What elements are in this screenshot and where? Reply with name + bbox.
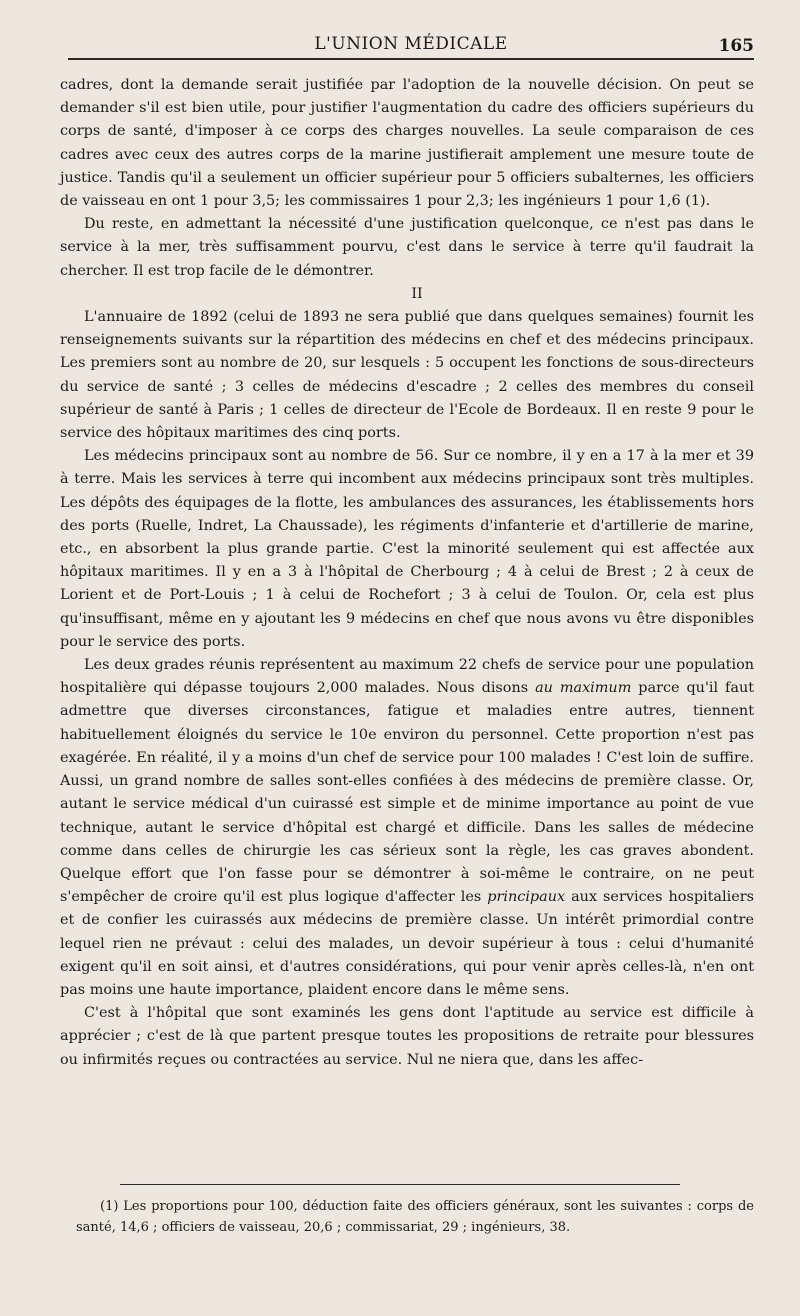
- footnote: (1) Les proportions pour 100, déduction faite des officiers généraux, sont les suivantes : corps de santé, 14,6 ; officiers de vaisseau, 20,6 ; commissariat, 29 ; ingénieurs, 38.: [76, 1199, 754, 1235]
- footnote-separator: [120, 1184, 680, 1185]
- paragraph: Les médecins principaux sont au nombre de 56. Sur ce nombre, il y en a 17 à la mer et 39 à terre. Mais les services à terre qui incombent aux médecins principaux sont très multiples. Les dépôts des équipages de la flotte, les ambulances des assurances, les établissements hors des ports (Ruelle, Indret, La Chaussade), les régiments d'infanterie et d'artillerie de marine, etc., en absorbent la plus grande partie. C'est la minorité seulement qui est affectée aux hôpitaux maritimes. Il y en a 3 à l'hôpital de Cherbourg ; 4 à celui de Brest ; 2 à ceux de Lorient et de Port-Louis ; 1 à celui de Rochefort ; 3 à celui de Toulon. Or, cela est plus qu'insuffisant, même en y ajoutant les 9 médecins en chef que nous avons vu être disponibles pour le service des ports.: [60, 448, 754, 650]
- paragraph: cadres, dont la demande serait justifiée par l'adoption de la nouvelle décision. On peut se demander s'il est bien utile, pour justifier l'augmentation du cadre des officiers supérieurs du corps de santé, d'imposer à ce corps des charges nouvelles. La seule comparaison de ces cadres avec ceux des autres corps de la marine justifierait amplement une mesure toute de justice. Tandis qu'il a seulement un officier supérieur pour 5 officiers subalternes, les officiers de vaisseau en ont 1 pour 3,5; les commissaires 1 pour 2,3; les ingénieurs 1 pour 1,6 (1).: [60, 77, 754, 210]
- emphasis: au maximum: [535, 680, 632, 697]
- running-header: [68, 28, 754, 60]
- journal-title: L'UNION MÉDICALE: [314, 34, 508, 54]
- text-run: parce qu'il faut admettre que diverses circonstances, fatigue et maladies entre autres, tiennent habituellement éloignés du service le 10e environ du personnel. Cette proportion n'est pas exagérée. En réalité, il y a moins d'un chef de service pour 100 malades ! C'est loin de suffire. Aussi, un grand nombre de salles sont-elles confiées à des médecins de première classe. Or, autant le service médical d'un cuirassé est simple et de minime importance au point de vue technique, autant le service d'hôpital est chargé et difficile. Dans les salles de médecine comme dans celles de chirurgie les cas sérieux sont la règle, les cas graves abondent. Quelque effort que l'on fasse pour se démontrer à soi-même le contraire, on ne peut s'empêcher de croire qu'il est plus logique d'affecter les: [60, 680, 755, 906]
- paragraph: [60, 654, 754, 1002]
- paragraph: Du reste, en admettant la nécessité d'une justification quelconque, ce n'est pas dans le service à la mer, très suffisamment pourvu, c'est dans le service à terre qu'il faudrait la chercher. Il est trop facile de le démontrer.: [60, 216, 754, 279]
- text-run: Les deux grades réunis représentent au maximum 22 chefs de service pour une population hospitalière qui dépasse toujours 2,000 malades. Nous disons: [60, 657, 754, 697]
- emphasis: principaux: [487, 889, 566, 906]
- paragraph: L'annuaire de 1892 (celui de 1893 ne sera publié que dans quelques semaines) fournit les renseignements suivants sur la répartition des médecins en chef et des médecins principaux. Les premiers sont au nombre de 20, sur lesquels : 5 occupent les fonctions de sous-directeurs du service de santé ; 3 celles de médecins d'escadre ; 2 celles des membres du conseil supérieur de santé à Paris ; 1 celles de directeur de l'Ecole de Bordeaux. Il en reste 9 pour le service des hôpitaux maritimes des cinq ports.: [60, 309, 754, 442]
- paragraph: C'est à l'hôpital que sont examinés les gens dont l'aptitude au service est difficile à apprécier ; c'est de là que partent presque toutes les propositions de retraite pour blessures ou infirmités reçues ou contractées au service. Nul ne niera que, dans les affec-: [60, 1005, 754, 1068]
- main-text: [60, 74, 754, 1072]
- section-heading: II: [411, 285, 423, 302]
- text-run: aux services hospitaliers et de confier les cuirassés aux médecins de première classe. Un intérêt primordial contre lequel rien ne prévaut : celui des malades, un devoir supérieur à tous : celui d'humanité exigent qu'il en soit ainsi, et d'autres considérations, qui pour venir après celles-là, n'en ont pas moins une haute importance, plaident encore dans le même sens.: [60, 889, 754, 998]
- page-number: 165: [718, 36, 754, 56]
